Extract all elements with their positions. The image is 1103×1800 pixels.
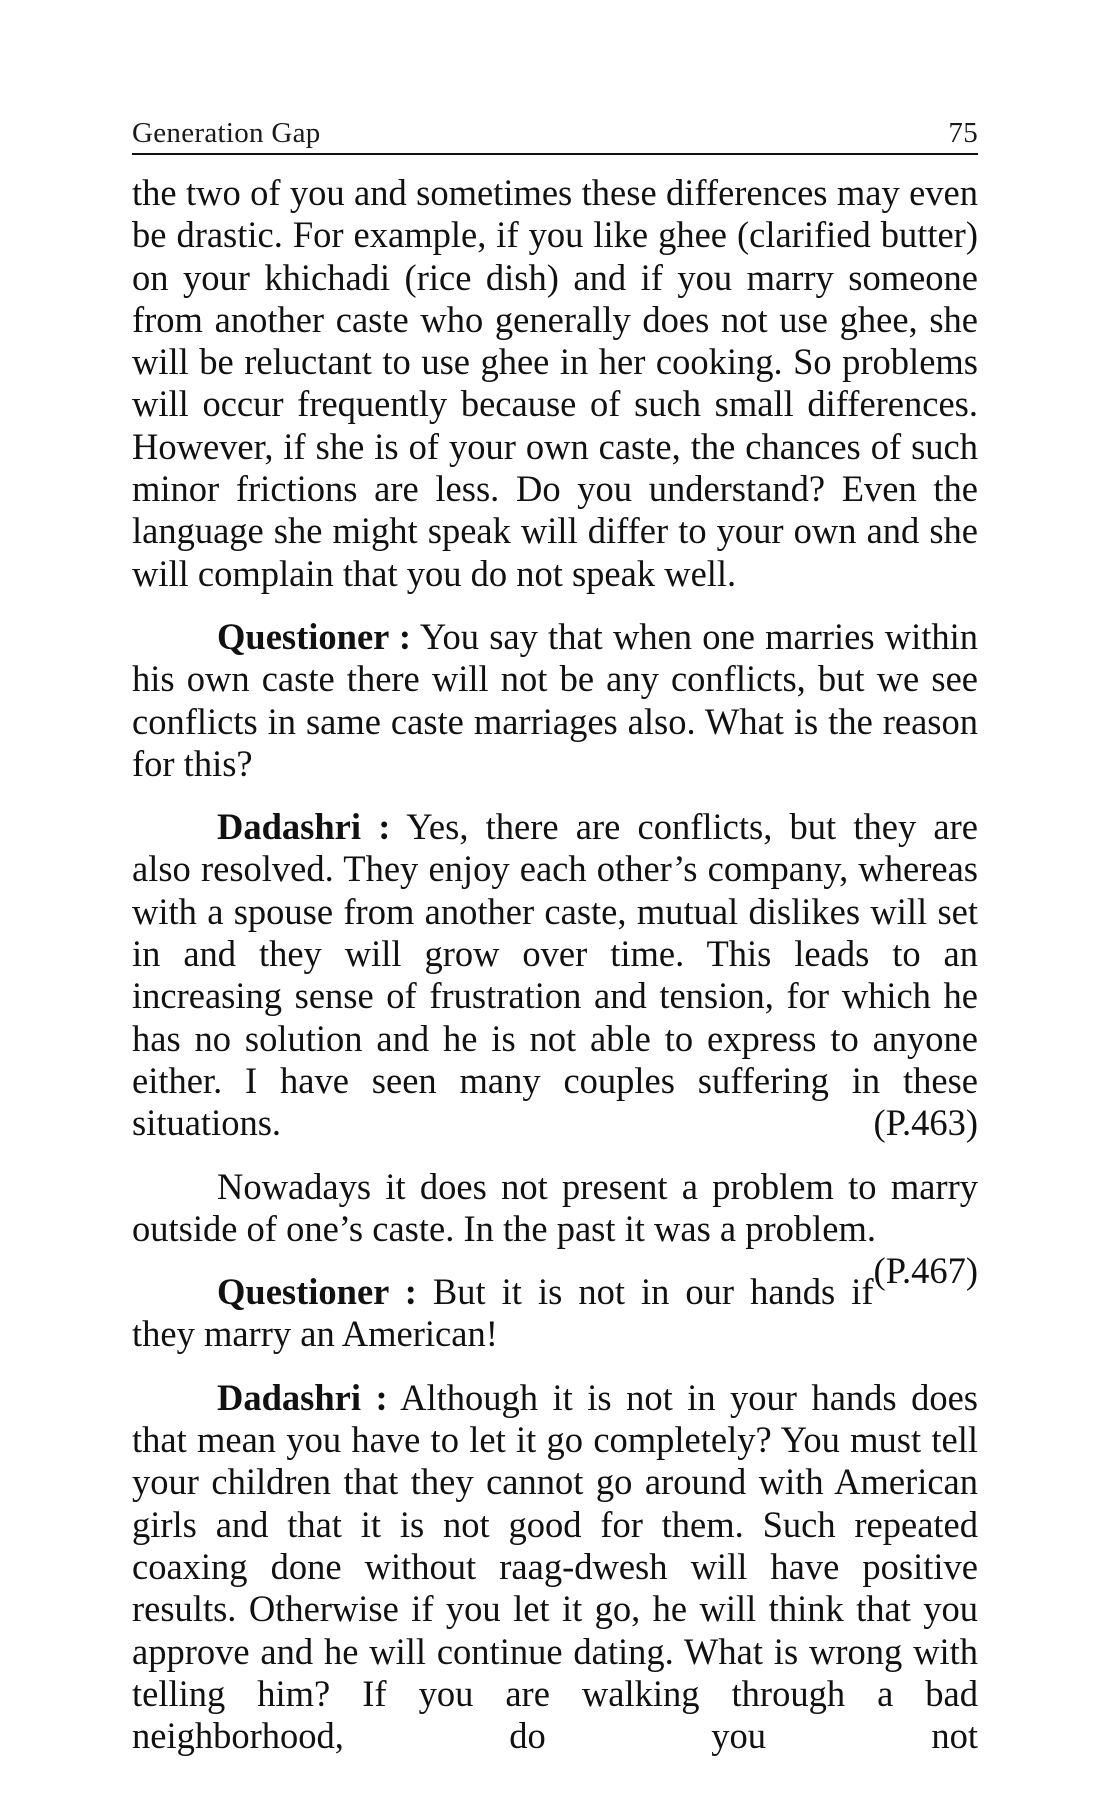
paragraph-text: the two of you and sometimes these differences may even be drastic. For example, if you like ghee (clarified butter) on your khichadi (rice dish) and if you marry someone from another caste who generally does not use ghee, she will be reluctant to use ghee in her cooking. So problems will occur frequently because of such small differences. However, if she is of your own caste, the chances of such minor frictions are less. Do you understand? Even the language she might speak will differ to your own and she will complain that you do not speak well. bbox=[132, 172, 978, 594]
speaker-label: Dadashri : bbox=[217, 1376, 388, 1418]
chapter-title: Generation Gap bbox=[132, 117, 321, 149]
speaker-label: Questioner : bbox=[217, 615, 412, 657]
running-header bbox=[132, 117, 978, 153]
header-rule bbox=[132, 153, 978, 155]
paragraph-questioner-1 bbox=[132, 616, 978, 785]
paragraph-dadashri-1 bbox=[132, 806, 978, 1144]
page-number: 75 bbox=[948, 117, 978, 149]
paragraph-dadashri-2 bbox=[132, 1377, 978, 1758]
speaker-label: Questioner : bbox=[217, 1271, 417, 1313]
page-reference: (P.463) bbox=[873, 1102, 978, 1144]
paragraph-text: Although it is not in your hands does that mean you have to let it go completely? You must tell your children that they cannot go around with American girls and that it is not good for them. Such repeated coaxing done without raag-dwesh will have positive results. Otherwise if you let it go, he will think that you approve and he will continue dating. What is wrong with telling him? If you are walking through a bad neighborhood, do you not bbox=[132, 1376, 978, 1757]
paragraph-text: You say that when one marries within his own caste there will not be any conflicts, but we see conflicts in same caste marriages also. What is the reason for this? bbox=[132, 615, 978, 784]
paragraph-continuation bbox=[132, 172, 978, 595]
paragraph-questioner-2 bbox=[132, 1271, 978, 1356]
body-text bbox=[132, 172, 978, 1778]
paragraph-text: But it is not in our hands if they marry an American! bbox=[132, 1271, 874, 1355]
paragraph-text: Yes, there are conflicts, but they are also resolved. They enjoy each other’s company, whereas with a spouse from another caste, mutual dislikes will set in and they will grow over time. This leads to an increasing sense of frustration and tension, for which he has no solution and he is not able to express to anyone either. I have seen many couples suffering in these situations. bbox=[132, 806, 978, 1144]
paragraph-text: Nowadays it does not present a problem to marry outside of one’s caste. In the past it was a problem. bbox=[132, 1165, 978, 1249]
speaker-label: Dadashri : bbox=[217, 806, 391, 848]
page-reference: (P.467) bbox=[873, 1250, 978, 1292]
